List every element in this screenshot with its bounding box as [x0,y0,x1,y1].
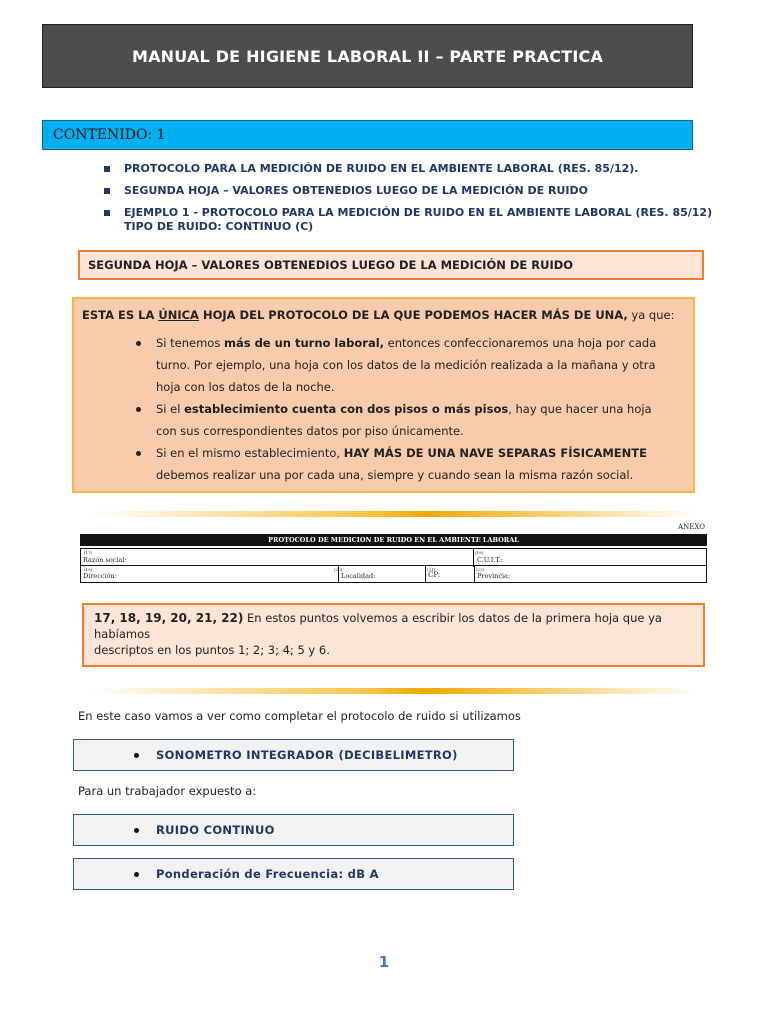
info-box-ponderacion [73,858,514,890]
bullet-bold: más de un turno laboral, [223,336,385,350]
list-item [102,184,722,198]
square-bullet-icon [104,210,110,216]
intro-text-a: ESTA ES LA [82,308,159,322]
info-box-label: Ponderación de Frecuencia: dB A [156,867,379,881]
section-heading: SEGUNDA HOJA – VALORES OBTENEDIOS LUEGO DE LA MEDICIÓN DE RUIDO [78,250,704,280]
list-item-text: SEGUNDA HOJA – VALORES OBTENEDIOS LUEGO DE LA MEDICIÓN DE RUIDO [124,184,588,197]
list-item [134,398,685,442]
field-number: (21) [427,567,436,572]
bullet-bold: HAY MÁS DE UNA NAVE SEPARAS FÍSICAMENTE [343,446,647,460]
field-separator [474,566,475,583]
bullet-bold: establecimiento cuenta con dos pisos o más pisos [184,402,509,416]
bullet-post: entonces confeccionaremos una hoja por cada [384,336,657,350]
field-label: CP: [428,571,441,579]
field-number: (17) [84,550,93,555]
bullet-pre: Si el [156,402,185,416]
document-title: MANUAL DE HIGIENE LABORAL II – PARTE PRACTICA [42,24,693,88]
intro-underlined: ÚNICA [158,308,199,322]
note-text: descriptos en los puntos 1; 2; 3; 4; 5 y 6. [94,643,330,657]
bullet-icon [136,407,141,412]
form-row [80,566,707,583]
intro-text-b: HOJA DEL PROTOCOLO DE LA QUE PODEMOS HACER MÁS DE UNA, [198,308,628,322]
field-separator [473,548,474,567]
callout-list [82,332,685,486]
square-bullet-icon [104,188,110,194]
contents-list [102,162,722,242]
form-header: PROTOCOLO DE MEDICION DE RUIDO EN EL AMBIENTE LABORAL [80,534,707,546]
field-separator [425,566,426,583]
bullet-pre: Si en el mismo establecimiento, [156,446,344,460]
form-row [80,548,707,566]
note-text: En estos puntos volvemos a escribir los datos de la primera hoja que ya habíamos [94,611,662,641]
paragraph: En este caso vamos a ver como completar el protocolo de ruido si utilizamos [78,709,521,723]
bullet-icon [134,753,139,758]
field-label: C.U.I.T.: [477,556,504,564]
list-item-text: PROTOCOLO PARA LA MEDICIÓN DE RUIDO EN EL AMBIENTE LABORAL (RES. 85/12). [124,162,639,175]
list-item-subtext: TIPO DE RUIDO: CONTINUO (C) [124,220,314,233]
divider [90,511,698,517]
bullet-icon [134,872,139,877]
info-box-label: RUIDO CONTINUO [156,823,275,837]
page-number: 1 [378,953,390,971]
field-label: Razón social: [83,556,127,564]
info-box-label: SONOMETRO INTEGRADOR (DECIBELIMETRO) [156,748,458,762]
list-item [134,332,685,398]
paragraph: Para un trabajador expuesto a: [78,784,257,798]
anexo-label: ANEXO [678,523,705,531]
square-bullet-icon [104,166,110,172]
field-number: (20) [334,567,343,572]
list-item [102,162,722,176]
list-item [102,206,722,234]
bullet-post: , hay que hacer una hoja [508,402,652,416]
bullet-icon [134,828,139,833]
field-number: (19) [84,567,93,572]
bullet-line: con sus correspondientes datos por piso únicamente. [156,424,464,438]
divider [90,688,698,694]
callout-box [72,297,695,493]
bullet-pre: Si tenemos [156,336,224,350]
list-item-text: EJEMPLO 1 - PROTOCOLO PARA LA MEDICIÓN DE RUIDO EN EL AMBIENTE LABORAL (RES. 85/12) [124,206,713,219]
callout-intro [82,308,685,322]
contenido-heading: CONTENIDO: 1 [42,120,693,150]
field-label: Provincia: [477,572,511,580]
note-bold: 17, 18, 19, 20, 21, 22) [94,611,244,625]
bullet-line: debemos realizar una por cada una, siempre y cuando sean la misma razón social. [156,468,634,482]
field-label: Dirección: [83,572,117,580]
field-number: (18) [475,550,484,555]
note-box [82,603,705,667]
bullet-line: hoja con los datos de la noche. [156,380,335,394]
info-box-sonometro [73,739,514,771]
protocol-form-excerpt [80,523,707,585]
field-label: Localidad: [341,572,376,580]
list-item [134,442,685,486]
field-number: (22) [476,567,485,572]
bullet-line: turno. Por ejemplo, una hoja con los datos de la medición realizada a la mañana y otra [156,358,656,372]
bullet-icon [136,341,141,346]
intro-text-c: ya que: [627,308,675,322]
bullet-icon [136,451,141,456]
info-box-ruido [73,814,514,846]
